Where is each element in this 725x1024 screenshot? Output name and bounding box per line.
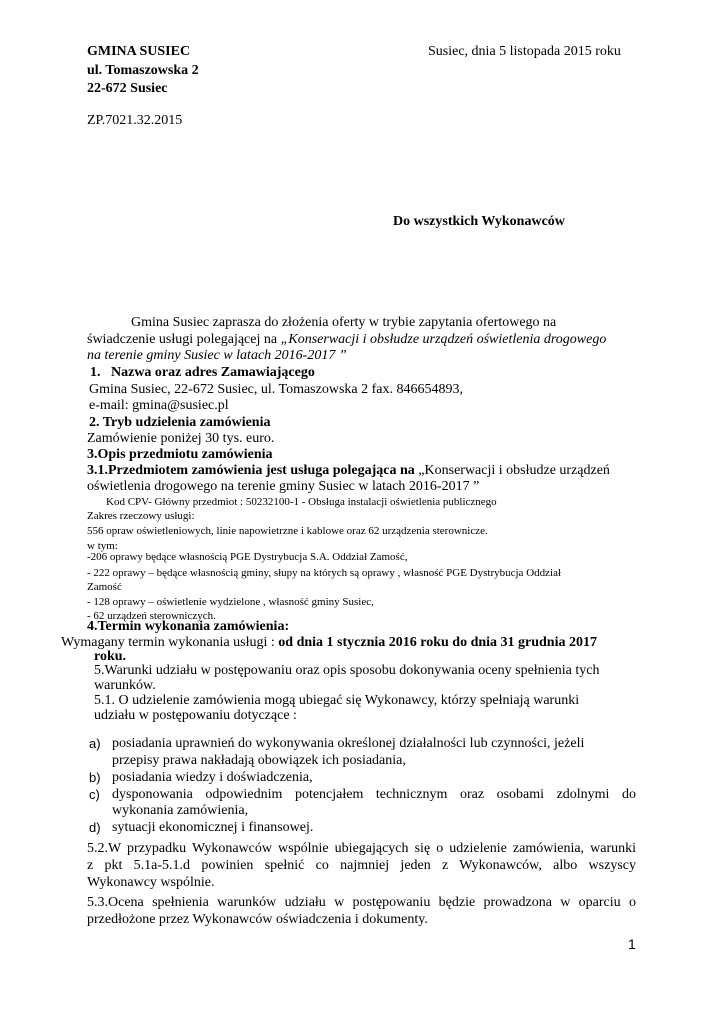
section-3-heading: 3.Opis przedmiotu zamówienia [87, 447, 273, 462]
intro-line-2 [87, 331, 606, 348]
section-5-2-line-3: Wykonawcy wspólnie. [87, 875, 215, 890]
list-item-a-line-1: posiadania uprawnień do wykonywania określonej działalności lub czynności, jeżeli [112, 736, 585, 751]
section-4-term [61, 634, 597, 651]
section-4-term-cont: roku. [94, 649, 127, 664]
section-3-1-bold: 3.1.Przedmiotem zamówienia jest usługa polegająca na [87, 463, 419, 478]
scope-label: Zakres rzeczowy usługi: [87, 510, 195, 522]
section-3-1-line-1 [87, 462, 610, 479]
sender-city: 22-672 Susiec [87, 81, 168, 96]
sender-name: GMINA SUSIEC [87, 44, 191, 59]
section-1-address: Gmina Susiec, 22-672 Susiec, ul. Tomaszowska 2 fax. 846654893, [89, 382, 463, 397]
scope-text: 556 opraw oświetleniowych, linie napowietrzne i kablowe oraz 62 urządzenia sterownicze. [87, 525, 488, 537]
cpv-code: Kod CPV- Główny przedmiot : 50232100-1 - Obsługa instalacji oświetlenia publicznego [106, 496, 497, 508]
section-5-heading-cont: warunków. [94, 678, 156, 693]
list-item-b-line-1: posiadania wiedzy i doświadczenia, [112, 770, 313, 785]
scope-item-1: -206 oprawy będące własnością PGE Dystrybucja S.A. Oddział Zamość, [87, 551, 408, 563]
section-4-term-plain: Wymagany termin wykonania usługi : [61, 635, 279, 650]
section-2-heading: 2. Tryb udzielenia zamówienia [89, 415, 271, 430]
section-3-1-plain: „Konserwacji i obsłudze urządzeń [418, 463, 610, 478]
section-1-heading [90, 364, 315, 381]
section-5-heading: 5.Warunki udziału w postępowaniu oraz opis sposobu dokonywania oceny spełnienia tych [94, 663, 600, 678]
list-item-d-line-1: sytuacji ekonomicznej i finansowej. [112, 820, 314, 835]
section-5-3-line-2: przedłożone przez Wykonawców oświadczenia i dokumenty. [87, 912, 428, 927]
list-marker-d: d) [89, 820, 101, 835]
section-5-1-line-2: udziału w postępowaniu dotyczące : [94, 708, 297, 723]
list-marker-a: a) [89, 736, 101, 751]
sender-street: ul. Tomaszowska 2 [87, 63, 199, 78]
section-5-2-line-2: z pkt 5.1a-5.1.d powinien spełnić co najmniej jeden z Wykonawców, albo wszyscy [87, 858, 636, 873]
scope-item-4: - 62 urządzeń sterowniczych. [87, 610, 216, 622]
list-marker-c: c) [89, 787, 100, 802]
scope-item-2: - 222 oprawy – będące własnością gminy, słupy na których są oprawy , własność PGE Dystrybucja Oddział [87, 567, 562, 579]
section-1-email: e-mail: gmina@susiec.pl [89, 398, 229, 413]
section-1-number: 1. [90, 365, 101, 380]
list-item-c-line-1: dysponowania odpowiednim potencjałem technicznym oraz osobami zdolnymi do [112, 787, 636, 802]
scope-item-3: - 128 oprawy – oświetlenie wydzielone , własność gminy Susiec, [87, 596, 374, 608]
section-5-1-line-1: 5.1. O udzielenie zamówienia mogą ubiegać się Wykonawcy, którzy spełniają warunki [94, 693, 580, 708]
intro-line-3: na terenie gminy Susiec w latach 2016-2017 ” [87, 348, 347, 363]
section-4-term-bold: od dnia 1 stycznia 2016 roku do dnia 31 grudnia 2017 [278, 635, 597, 650]
list-item-a-line-2: przepisy prawa nakładają obowiązek ich posiadania, [112, 753, 406, 768]
section-2-text: Zamówienie poniżej 30 tys. euro. [87, 431, 275, 446]
page-number: 1 [628, 936, 636, 952]
section-4-heading: 4.Termin wykonania zamówienia: [87, 619, 290, 634]
section-5-2-line-1: 5.2.W przypadku Wykonawców wspólnie ubiegających się o udzielenie zamówienia, warunki [87, 841, 636, 856]
list-marker-b: b) [89, 770, 101, 785]
reference-number: ZP.7021.32.2015 [87, 113, 183, 128]
scope-item-2-cont: Zamość [87, 581, 122, 593]
addressee: Do wszystkich Wykonawców [393, 214, 565, 229]
section-1-title: Nazwa oraz adres Zamawiającego [111, 365, 315, 380]
intro-line-2-plain: świadczenie usługi polegającej na [87, 332, 281, 347]
intro-line-2-italic: „Konserwacji i obsłudze urządzeń oświetlenia drogowego [280, 332, 607, 347]
scope-including: w tym: [87, 540, 118, 552]
date-line: Susiec, dnia 5 listopada 2015 roku [428, 44, 621, 59]
section-3-1-line-2: oświetlenia drogowego na terenie gminy Susiec w latach 2016-2017 ” [87, 479, 480, 494]
list-item-c-line-2: wykonania zamówienia, [112, 803, 249, 818]
intro-line-1: Gmina Susiec zaprasza do złożenia oferty w trybie zapytania ofertowego na [131, 315, 557, 330]
section-5-3-line-1: 5.3.Ocena spełnienia warunków udziału w postępowaniu będzie prowadzona w oparciu o [87, 895, 636, 910]
